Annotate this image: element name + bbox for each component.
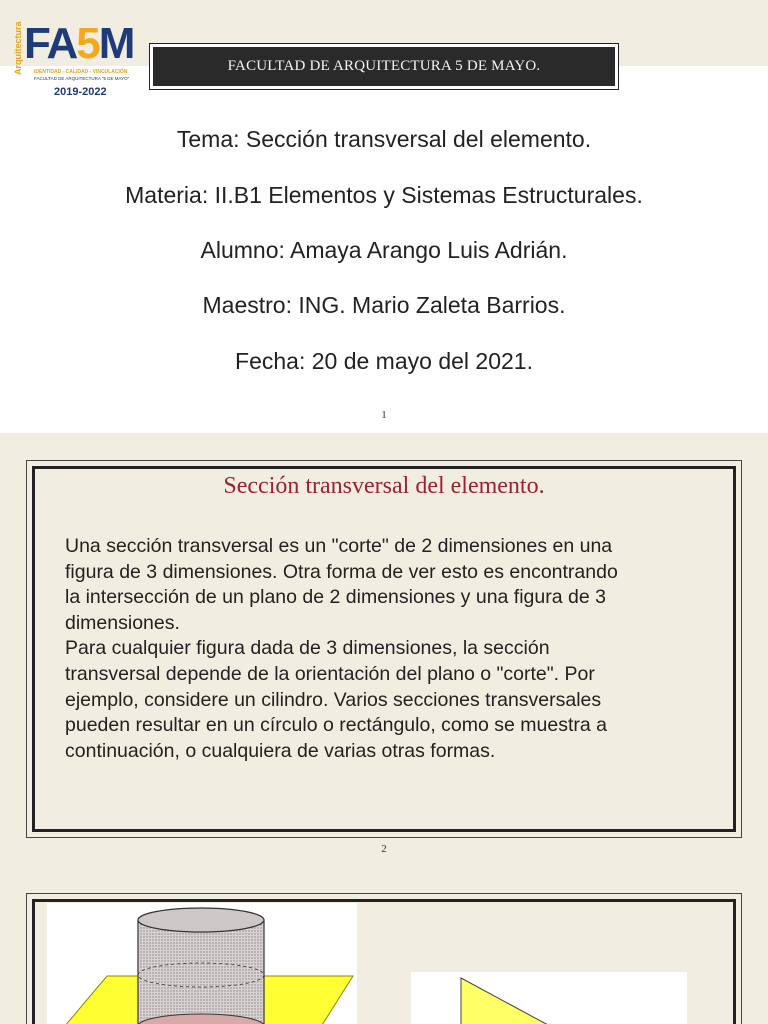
- cylinder-cross-section-figure: [47, 903, 357, 1024]
- cylinder-body: [138, 920, 264, 1024]
- cover-tema: Tema: Sección transversal del elemento.: [176, 126, 592, 152]
- slide-2-title: Sección transversal del elemento.: [223, 473, 545, 499]
- cylinder-top: [138, 908, 264, 932]
- logo-years: 2019-2022: [54, 86, 107, 98]
- cover-fecha: Fecha: 20 de mayo del 2021.: [235, 348, 533, 374]
- slide-3: [0, 873, 768, 1024]
- logo-vertical-text: Arquitectura: [13, 21, 23, 75]
- slide-1: [0, 0, 768, 433]
- logo-subtitle: FACULTAD DE ARQUITECTURA "5 DE MAYO": [34, 76, 130, 81]
- logo-tagline: IDENTIDAD - CALIDAD - VINCULACIÓN: [34, 69, 128, 75]
- logo-wordmark: FA5M: [24, 19, 134, 68]
- page-number: 1: [381, 409, 387, 421]
- fa5m-logo: [10, 14, 148, 104]
- cover-alumno: Alumno: Amaya Arango Luis Adrián.: [200, 237, 568, 263]
- slide-2-body: Una sección transversal es un "corte" de 2 dimensiones en una figura de 3 dimensiones. Otra forma de ver esto es encontrando la intersección de un plano de 2 dimensiones y una figura de 3 dimensiones. Para cualquier figura dada de 3 dimensiones, la sección transversal depende de la orientación del plano o "corte". Por ejemplo, considere un cilindro. Varios secciones transversales pueden resultar en un círculo o rectángulo, como se muestra a continuación, o cualquiera de varias otras formas.: [65, 535, 618, 762]
- cover-maestro: Maestro: ING. Mario Zaleta Barrios.: [202, 292, 566, 318]
- page-number: 2: [381, 843, 387, 855]
- cylinder-illustration: [47, 903, 357, 1024]
- yellow-triangle-plane: [461, 978, 561, 1024]
- header-title: FACULTAD DE ARQUITECTURA 5 DE MAYO.: [153, 47, 615, 86]
- header-banner: [149, 43, 619, 90]
- plane-illustration: [411, 972, 687, 1024]
- slide-2: [0, 433, 768, 873]
- cover-materia: Materia: II.B1 Elementos y Sistemas Estructurales.: [125, 182, 643, 208]
- rectangle-cross-section-figure: [411, 972, 687, 1024]
